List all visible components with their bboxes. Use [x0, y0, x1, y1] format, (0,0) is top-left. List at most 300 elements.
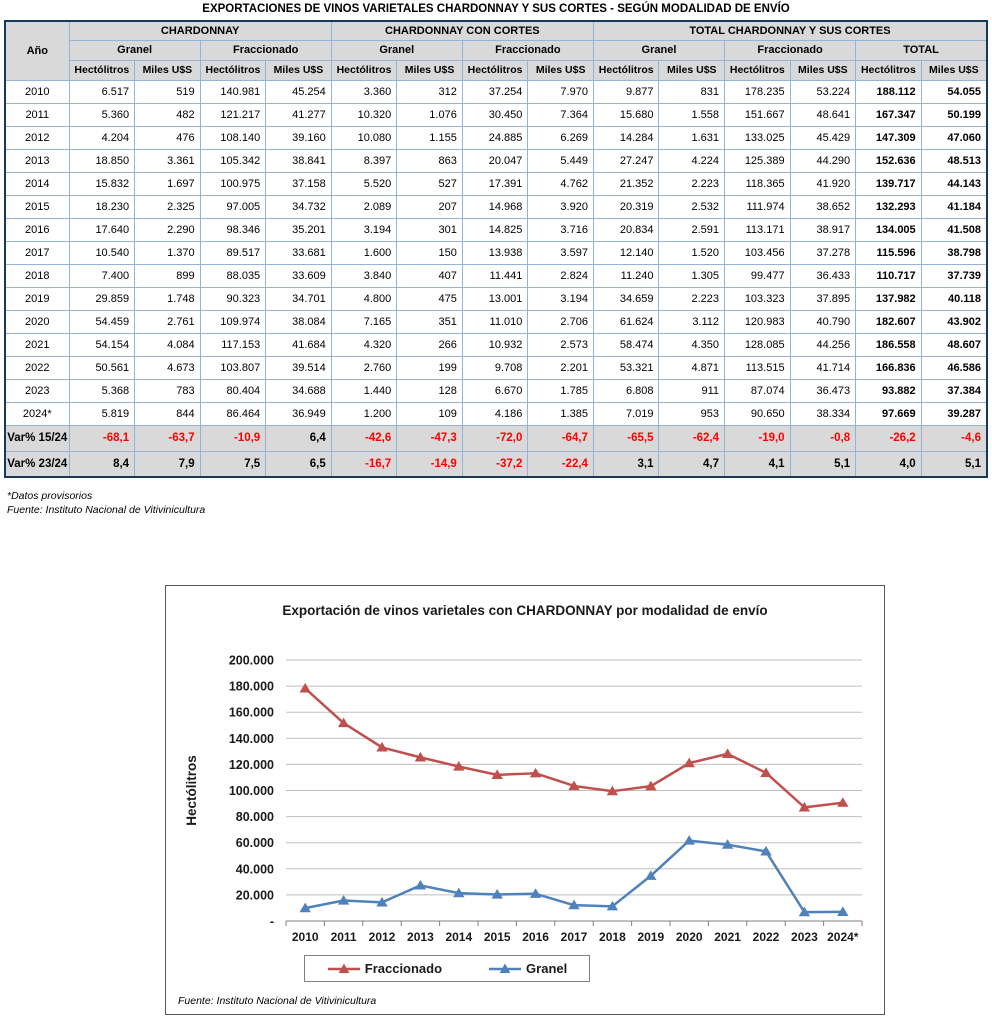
value-cell: 33.609	[266, 264, 332, 287]
value-cell: 118.365	[725, 172, 791, 195]
variation-value-cell: -62,4	[659, 425, 725, 451]
value-cell: 29.859	[69, 287, 135, 310]
value-cell: 128.085	[725, 333, 791, 356]
year-cell: 2018	[5, 264, 69, 287]
value-cell: 475	[397, 287, 463, 310]
table-row	[5, 218, 987, 241]
year-cell: 2011	[5, 103, 69, 126]
value-cell: 61.624	[593, 310, 659, 333]
unit-header: Hectólitros	[200, 60, 266, 80]
unit-header: Miles U$S	[921, 60, 987, 80]
variation-value-cell: 4,0	[856, 451, 922, 477]
value-cell: 97.669	[856, 402, 922, 425]
value-cell: 98.346	[200, 218, 266, 241]
unit-header: Hectólitros	[856, 60, 922, 80]
value-cell: 12.140	[593, 241, 659, 264]
value-cell: 15.832	[69, 172, 135, 195]
value-cell: 199	[397, 356, 463, 379]
subgroup-granel-2: Granel	[331, 40, 462, 60]
table-header	[5, 21, 987, 80]
value-cell: 37.278	[790, 241, 856, 264]
value-cell: 45.254	[266, 80, 332, 103]
value-cell: 39.514	[266, 356, 332, 379]
value-cell: 53.224	[790, 80, 856, 103]
variation-value-cell: -26,2	[856, 425, 922, 451]
value-cell: 182.607	[856, 310, 922, 333]
value-cell: 4.350	[659, 333, 725, 356]
value-cell: 43.902	[921, 310, 987, 333]
unit-header: Hectólitros	[331, 60, 397, 80]
value-cell: 1.200	[331, 402, 397, 425]
unit-header: Miles U$S	[266, 60, 332, 80]
variation-value-cell: -4,6	[921, 425, 987, 451]
value-cell: 54.154	[69, 333, 135, 356]
value-cell: 48.641	[790, 103, 856, 126]
value-cell: 3.360	[331, 80, 397, 103]
value-cell: 7.364	[528, 103, 594, 126]
value-cell: 1.440	[331, 379, 397, 402]
value-cell: 178.235	[725, 80, 791, 103]
value-cell: 4.800	[331, 287, 397, 310]
value-cell: 90.323	[200, 287, 266, 310]
table-row	[5, 310, 987, 333]
value-cell: 86.464	[200, 402, 266, 425]
value-cell: 3.597	[528, 241, 594, 264]
year-cell: 2019	[5, 287, 69, 310]
value-cell: 186.558	[856, 333, 922, 356]
group-header-chardonnay: CHARDONNAY	[69, 21, 331, 40]
table-row	[5, 356, 987, 379]
value-cell: 103.456	[725, 241, 791, 264]
variation-value-cell: -16,7	[331, 451, 397, 477]
value-cell: 93.882	[856, 379, 922, 402]
value-cell: 48.513	[921, 149, 987, 172]
variation-value-cell: -0,8	[790, 425, 856, 451]
value-cell: 1.697	[135, 172, 201, 195]
value-cell: 37.739	[921, 264, 987, 287]
value-cell: 4.186	[462, 402, 528, 425]
variation-value-cell: -19,0	[725, 425, 791, 451]
value-cell: 844	[135, 402, 201, 425]
value-cell: 41.184	[921, 195, 987, 218]
value-cell: 312	[397, 80, 463, 103]
x-tick-label: 2023	[791, 930, 818, 944]
variation-value-cell: 3,1	[593, 451, 659, 477]
value-cell: 831	[659, 80, 725, 103]
x-tick-label: 2011	[330, 930, 357, 944]
value-cell: 38.917	[790, 218, 856, 241]
value-cell: 4.673	[135, 356, 201, 379]
variation-value-cell: -14,9	[397, 451, 463, 477]
table-row	[5, 402, 987, 425]
x-tick-label: 2018	[599, 930, 626, 944]
granel-line-marker-icon	[488, 963, 522, 975]
value-cell: 1.558	[659, 103, 725, 126]
value-cell: 3.840	[331, 264, 397, 287]
value-cell: 1.155	[397, 126, 463, 149]
value-cell: 7.165	[331, 310, 397, 333]
value-cell: 37.384	[921, 379, 987, 402]
value-cell: 37.895	[790, 287, 856, 310]
value-cell: 132.293	[856, 195, 922, 218]
chart-legend	[304, 955, 590, 982]
unit-header: Hectólitros	[593, 60, 659, 80]
value-cell: 21.352	[593, 172, 659, 195]
value-cell: 3.716	[528, 218, 594, 241]
unit-header: Miles U$S	[528, 60, 594, 80]
y-tick-label: 20.000	[235, 888, 274, 903]
unit-header: Hectólitros	[462, 60, 528, 80]
value-cell: 33.681	[266, 241, 332, 264]
value-cell: 4.320	[331, 333, 397, 356]
variation-value-cell: -72,0	[462, 425, 528, 451]
variation-value-cell: 4,1	[725, 451, 791, 477]
value-cell: 1.600	[331, 241, 397, 264]
variation-value-cell: 5,1	[921, 451, 987, 477]
footnote-provisional: *Datos provisorios	[7, 490, 93, 502]
value-cell: 4.871	[659, 356, 725, 379]
value-cell: 188.112	[856, 80, 922, 103]
value-cell: 2.223	[659, 172, 725, 195]
unit-header: Miles U$S	[397, 60, 463, 80]
table-row	[5, 103, 987, 126]
value-cell: 39.287	[921, 402, 987, 425]
value-cell: 38.652	[790, 195, 856, 218]
table-row	[5, 195, 987, 218]
value-cell: 20.834	[593, 218, 659, 241]
value-cell: 476	[135, 126, 201, 149]
value-cell: 109.974	[200, 310, 266, 333]
value-cell: 58.474	[593, 333, 659, 356]
value-cell: 4.224	[659, 149, 725, 172]
value-cell: 4.762	[528, 172, 594, 195]
value-cell: 4.204	[69, 126, 135, 149]
value-cell: 133.025	[725, 126, 791, 149]
value-cell: 40.118	[921, 287, 987, 310]
subgroup-fraccionado-2: Fraccionado	[462, 40, 593, 60]
value-cell: 37.158	[266, 172, 332, 195]
unit-header: Hectólitros	[69, 60, 135, 80]
value-cell: 30.450	[462, 103, 528, 126]
x-tick-label: 2016	[522, 930, 549, 944]
value-cell: 117.153	[200, 333, 266, 356]
value-cell: 482	[135, 103, 201, 126]
value-cell: 3.112	[659, 310, 725, 333]
data-point-fraccionado	[300, 684, 310, 692]
variation-value-cell: 7,9	[135, 451, 201, 477]
footnote-source: Fuente: Instituto Nacional de Vitivinicultura	[7, 504, 206, 516]
value-cell: 3.361	[135, 149, 201, 172]
subgroup-fraccionado-3: Fraccionado	[725, 40, 856, 60]
value-cell: 113.171	[725, 218, 791, 241]
value-cell: 17.391	[462, 172, 528, 195]
value-cell: 110.717	[856, 264, 922, 287]
group-header-total-chardonnay: TOTAL CHARDONNAY Y SUS CORTES	[593, 21, 987, 40]
value-cell: 407	[397, 264, 463, 287]
table-row	[5, 149, 987, 172]
variation-value-cell: 6,5	[266, 451, 332, 477]
year-cell: 2016	[5, 218, 69, 241]
variation-value-cell: -42,6	[331, 425, 397, 451]
x-tick-label: 2013	[407, 930, 434, 944]
value-cell: 911	[659, 379, 725, 402]
value-cell: 103.807	[200, 356, 266, 379]
variation-value-cell: 8,4	[69, 451, 135, 477]
x-tick-label: 2022	[752, 930, 780, 944]
year-cell: 2012	[5, 126, 69, 149]
value-cell: 80.404	[200, 379, 266, 402]
x-tick-label: 2019	[637, 930, 665, 944]
value-cell: 2.591	[659, 218, 725, 241]
value-cell: 10.320	[331, 103, 397, 126]
year-cell: 2010	[5, 80, 69, 103]
y-tick-label: 80.000	[235, 810, 274, 825]
value-cell: 38.084	[266, 310, 332, 333]
y-tick-label: 200.000	[228, 653, 274, 668]
value-cell: 54.055	[921, 80, 987, 103]
value-cell: 167.347	[856, 103, 922, 126]
value-cell: 121.217	[200, 103, 266, 126]
value-cell: 140.981	[200, 80, 266, 103]
y-axis-label: Hectólitros	[184, 755, 199, 826]
value-cell: 108.140	[200, 126, 266, 149]
y-tick-label: -	[269, 914, 274, 929]
x-tick-label: 2024*	[827, 930, 859, 944]
subgroup-fraccionado-1: Fraccionado	[200, 40, 331, 60]
value-cell: 152.636	[856, 149, 922, 172]
value-cell: 2.761	[135, 310, 201, 333]
value-cell: 1.748	[135, 287, 201, 310]
variation-label-cell: Var% 15/24	[5, 425, 69, 451]
value-cell: 9.877	[593, 80, 659, 103]
subgroup-total: TOTAL	[856, 40, 987, 60]
value-cell: 50.561	[69, 356, 135, 379]
y-tick-label: 140.000	[228, 731, 274, 746]
value-cell: 39.160	[266, 126, 332, 149]
value-cell: 11.441	[462, 264, 528, 287]
value-cell: 5.520	[331, 172, 397, 195]
value-cell: 44.143	[921, 172, 987, 195]
legend-item-granel	[488, 961, 567, 976]
legend-label-fraccionado: Fraccionado	[364, 961, 443, 976]
value-cell: 1.076	[397, 103, 463, 126]
value-cell: 18.850	[69, 149, 135, 172]
value-cell: 207	[397, 195, 463, 218]
table-row	[5, 241, 987, 264]
value-cell: 27.247	[593, 149, 659, 172]
value-cell: 120.983	[725, 310, 791, 333]
variation-row	[5, 451, 987, 477]
value-cell: 99.477	[725, 264, 791, 287]
table-row	[5, 379, 987, 402]
year-cell: 2015	[5, 195, 69, 218]
value-cell: 18.230	[69, 195, 135, 218]
value-cell: 36.473	[790, 379, 856, 402]
value-cell: 125.389	[725, 149, 791, 172]
value-cell: 90.650	[725, 402, 791, 425]
value-cell: 783	[135, 379, 201, 402]
value-cell: 6.808	[593, 379, 659, 402]
variation-value-cell: -63,7	[135, 425, 201, 451]
value-cell: 953	[659, 402, 725, 425]
value-cell: 48.607	[921, 333, 987, 356]
value-cell: 41.684	[266, 333, 332, 356]
y-tick-label: 160.000	[228, 705, 274, 720]
value-cell: 147.309	[856, 126, 922, 149]
legend-item-fraccionado	[327, 961, 442, 976]
x-tick-label: 2015	[483, 930, 511, 944]
value-cell: 2.824	[528, 264, 594, 287]
value-cell: 1.370	[135, 241, 201, 264]
value-cell: 41.714	[790, 356, 856, 379]
table-body	[5, 80, 987, 477]
value-cell: 3.920	[528, 195, 594, 218]
variation-label-cell: Var% 23/24	[5, 451, 69, 477]
table-row	[5, 126, 987, 149]
value-cell: 20.319	[593, 195, 659, 218]
value-cell: 38.334	[790, 402, 856, 425]
value-cell: 10.932	[462, 333, 528, 356]
value-cell: 863	[397, 149, 463, 172]
value-cell: 6.670	[462, 379, 528, 402]
variation-value-cell: -64,7	[528, 425, 594, 451]
value-cell: 137.982	[856, 287, 922, 310]
year-cell: 2021	[5, 333, 69, 356]
value-cell: 2.201	[528, 356, 594, 379]
value-cell: 6.517	[69, 80, 135, 103]
value-cell: 351	[397, 310, 463, 333]
value-cell: 11.010	[462, 310, 528, 333]
variation-value-cell: -68,1	[69, 425, 135, 451]
value-cell: 11.240	[593, 264, 659, 287]
x-tick-label: 2017	[560, 930, 588, 944]
value-cell: 2.760	[331, 356, 397, 379]
value-cell: 2.325	[135, 195, 201, 218]
value-cell: 105.342	[200, 149, 266, 172]
value-cell: 2.532	[659, 195, 725, 218]
y-tick-label: 40.000	[235, 862, 274, 877]
value-cell: 13.938	[462, 241, 528, 264]
value-cell: 35.201	[266, 218, 332, 241]
value-cell: 14.825	[462, 218, 528, 241]
x-tick-label: 2020	[675, 930, 703, 944]
value-cell: 1.631	[659, 126, 725, 149]
year-column-header: Año	[5, 21, 69, 80]
year-cell: 2013	[5, 149, 69, 172]
value-cell: 13.001	[462, 287, 528, 310]
value-cell: 20.047	[462, 149, 528, 172]
value-cell: 2.089	[331, 195, 397, 218]
value-cell: 139.717	[856, 172, 922, 195]
value-cell: 4.084	[135, 333, 201, 356]
y-tick-label: 180.000	[228, 679, 274, 694]
value-cell: 5.449	[528, 149, 594, 172]
value-cell: 34.688	[266, 379, 332, 402]
value-cell: 7.400	[69, 264, 135, 287]
value-cell: 17.640	[69, 218, 135, 241]
value-cell: 151.667	[725, 103, 791, 126]
value-cell: 10.080	[331, 126, 397, 149]
value-cell: 88.035	[200, 264, 266, 287]
value-cell: 1.305	[659, 264, 725, 287]
subgroup-granel-1: Granel	[69, 40, 200, 60]
value-cell: 89.517	[200, 241, 266, 264]
value-cell: 8.397	[331, 149, 397, 172]
value-cell: 41.508	[921, 218, 987, 241]
x-tick-label: 2012	[368, 930, 396, 944]
value-cell: 5.819	[69, 402, 135, 425]
value-cell: 5.360	[69, 103, 135, 126]
unit-header: Miles U$S	[135, 60, 201, 80]
chart-title: Exportación de vinos varietales con CHARDONNAY por modalidad de envío	[282, 603, 768, 618]
y-tick-label: 120.000	[228, 757, 274, 772]
value-cell: 128	[397, 379, 463, 402]
value-cell: 2.706	[528, 310, 594, 333]
variation-row	[5, 425, 987, 451]
unit-header: Miles U$S	[659, 60, 725, 80]
value-cell: 266	[397, 333, 463, 356]
value-cell: 100.975	[200, 172, 266, 195]
value-cell: 9.708	[462, 356, 528, 379]
value-cell: 37.254	[462, 80, 528, 103]
year-cell: 2020	[5, 310, 69, 333]
value-cell: 115.596	[856, 241, 922, 264]
table-row	[5, 333, 987, 356]
table-row	[5, 287, 987, 310]
variation-value-cell: 5,1	[790, 451, 856, 477]
x-tick-label: 2010	[291, 930, 319, 944]
subgroup-granel-3: Granel	[593, 40, 724, 60]
value-cell: 2.223	[659, 287, 725, 310]
value-cell: 150	[397, 241, 463, 264]
year-cell: 2023	[5, 379, 69, 402]
value-cell: 87.074	[725, 379, 791, 402]
value-cell: 6.269	[528, 126, 594, 149]
fraccionado-line-marker-icon	[327, 963, 361, 975]
value-cell: 3.194	[528, 287, 594, 310]
value-cell: 34.659	[593, 287, 659, 310]
value-cell: 1.520	[659, 241, 725, 264]
value-cell: 54.459	[69, 310, 135, 333]
value-cell: 2.290	[135, 218, 201, 241]
value-cell: 14.284	[593, 126, 659, 149]
value-cell: 103.323	[725, 287, 791, 310]
exports-table	[4, 20, 988, 478]
variation-value-cell: 6,4	[266, 425, 332, 451]
value-cell: 41.920	[790, 172, 856, 195]
value-cell: 3.194	[331, 218, 397, 241]
value-cell: 38.798	[921, 241, 987, 264]
value-cell: 38.841	[266, 149, 332, 172]
chart-container	[165, 585, 885, 1015]
x-tick-label: 2021	[714, 930, 741, 944]
chart-source: Fuente: Instituto Nacional de Vitivinicultura	[178, 995, 377, 1007]
value-cell: 527	[397, 172, 463, 195]
variation-value-cell: -22,4	[528, 451, 594, 477]
value-cell: 109	[397, 402, 463, 425]
value-cell: 34.732	[266, 195, 332, 218]
value-cell: 44.256	[790, 333, 856, 356]
value-cell: 40.790	[790, 310, 856, 333]
value-cell: 97.005	[200, 195, 266, 218]
group-header-chardonnay-cortes: CHARDONNAY CON CORTES	[331, 21, 593, 40]
legend-label-granel: Granel	[526, 961, 568, 976]
variation-value-cell: -47,3	[397, 425, 463, 451]
variation-value-cell: -10,9	[200, 425, 266, 451]
value-cell: 1.385	[528, 402, 594, 425]
value-cell: 14.968	[462, 195, 528, 218]
document-title: EXPORTACIONES DE VINOS VARIETALES CHARDONNAY Y SUS CORTES - SEGÚN MODALIDAD DE ENVÍO	[202, 3, 790, 15]
